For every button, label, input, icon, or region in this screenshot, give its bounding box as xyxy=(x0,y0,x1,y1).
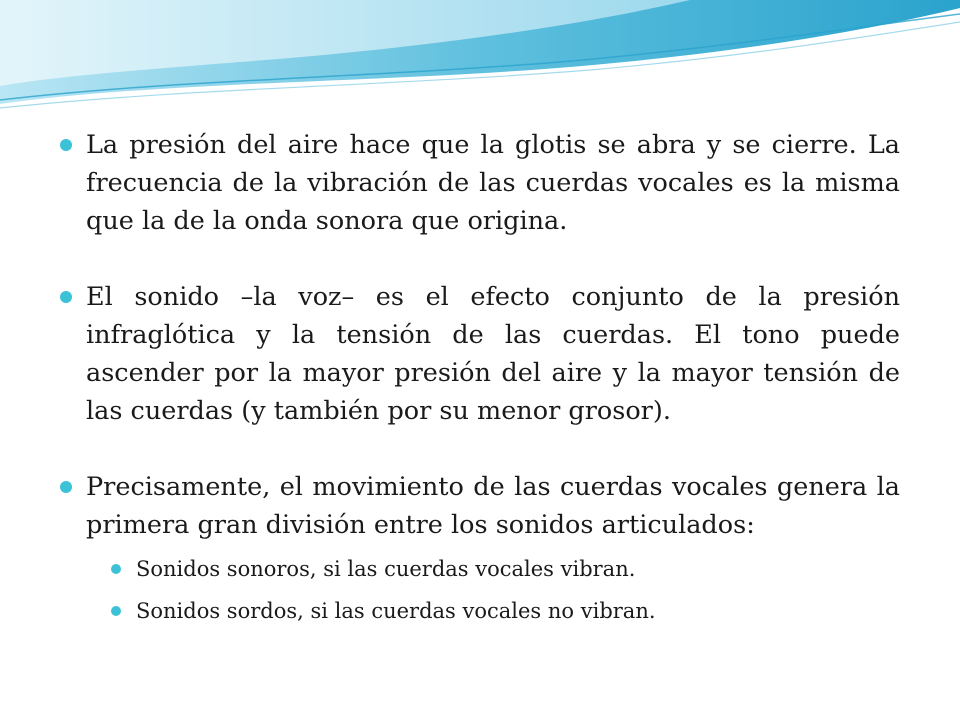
sub-bullet-item xyxy=(100,554,900,584)
bullet-item xyxy=(58,126,900,240)
sub-bullet-item xyxy=(100,596,900,626)
wave-header-decoration xyxy=(0,0,960,120)
bullet-item xyxy=(58,278,900,430)
sub-bullet-text: Sonidos sonoros, si las cuerdas vocales vibran. xyxy=(136,557,636,581)
bullet-text: La presión del aire hace que la glotis se abra y se cierre. La frecuencia de la vibración de las cuerdas vocales es la misma que la de la onda sonora que origina. xyxy=(86,130,900,236)
sub-bullet-list xyxy=(86,554,900,626)
sub-bullet-text: Sonidos sordos, si las cuerdas vocales no vibran. xyxy=(136,599,656,623)
bullet-text: Precisamente, el movimiento de las cuerdas vocales genera la primera gran división entre los sonidos articulados: xyxy=(86,472,900,540)
bullet-dot-icon xyxy=(60,291,72,303)
sub-bullet-dot-icon xyxy=(111,564,121,574)
bullet-item xyxy=(58,468,900,626)
sub-bullet-dot-icon xyxy=(111,606,121,616)
slide-content xyxy=(58,126,900,626)
bullet-dot-icon xyxy=(60,481,72,493)
bullet-dot-icon xyxy=(60,139,72,151)
bullet-text: El sonido –la voz– es el efecto conjunto de la presión infraglótica y la tensión de las cuerdas. El tono puede ascender por la mayor presión del aire y la mayor tensión de las cuerdas (y también por su menor grosor). xyxy=(86,282,900,426)
